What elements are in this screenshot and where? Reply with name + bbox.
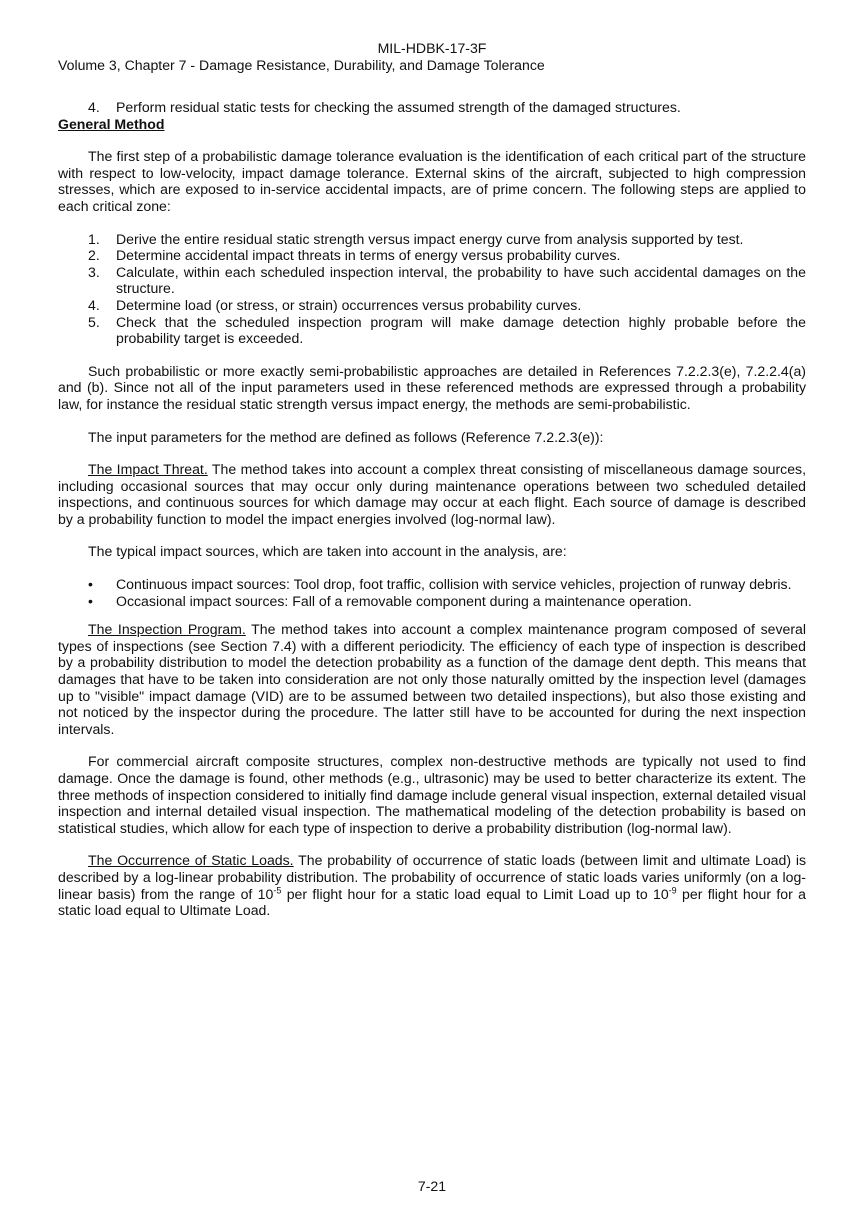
step-item	[58, 297, 806, 314]
bullet-item	[58, 593, 806, 610]
exponent-minus-nine: -9	[668, 884, 677, 895]
step-number: 1.	[88, 230, 100, 247]
page-number: 7-21	[417, 1178, 447, 1194]
static-loads-text-a: The probability of occurrence of static loads (between limit and ultimate Load) is described by a log-linear probability distribution. The probability of occurrence of static loads varies uniformly (on a log-linear basis) from the range of 10	[58, 852, 807, 902]
bullet-symbol: •	[88, 592, 93, 609]
static-loads-heading: The Occurrence of Static Loads.	[88, 852, 294, 869]
step-text: Calculate, within each scheduled inspection interval, the probability to have such accidental damages on the structure.	[116, 263, 806, 297]
paragraph-static-loads	[58, 852, 806, 918]
bullet-list	[58, 576, 806, 609]
bullet-text: Continuous impact sources: Tool drop, foot traffic, collision with service vehicles, projection of runway debris.	[116, 576, 792, 593]
paragraph-commercial-aircraft: For commercial aircraft composite structures, complex non-destructive methods are typically not used to find damage. Once the damage is found, other methods (e.g., ultrasonic) may be used to better characterize its extent. The three methods of inspection considered to initially find damage include general visual inspection, external detailed visual inspection and internal detailed visual inspection. The mathematical modeling of the detection probability is based on statistical studies, which allow for each type of inspection to derive a probability distribution (log-normal law).	[58, 753, 806, 836]
bullet-item	[58, 576, 806, 593]
paragraph-impact-sources: The typical impact sources, which are taken into account in the analysis, are:	[88, 543, 567, 560]
steps-list	[58, 231, 806, 347]
paragraph-impact-threat	[58, 461, 806, 527]
step-item	[58, 247, 806, 264]
list-text: Perform residual static tests for checking the assumed strength of the damaged structures.	[116, 99, 681, 115]
static-loads-text-c: per flight hour for a static load equal to Ultimate Load.	[58, 885, 806, 919]
paragraph-input-parameters: The input parameters for the method are defined as follows (Reference 7.2.2.3(e)):	[88, 428, 604, 445]
inspection-program-heading: The Inspection Program.	[88, 621, 246, 638]
step-item	[58, 264, 806, 297]
impact-threat-text: The method takes into account a complex threat consisting of miscellaneous damage sources, including occasional sources that may occur only during maintenance operations between two scheduled detailed inspections, and continuous sources for which damage may occur at each flight. Each source of damage is described by a probability function to model the impact energies involved (log-normal law).	[58, 461, 806, 527]
step-item	[58, 314, 806, 347]
paragraph-intro: The first step of a probabilistic damage tolerance evaluation is the identification of each critical part of the structure with respect to low-velocity, impact damage tolerance. External skins of the aircraft, subjected to high compression stresses, which are exposed to in-service accidental impacts, are of prime concern. The following steps are applied to each critical zone:	[58, 148, 806, 214]
step-item	[58, 231, 806, 248]
section-title: General Method	[58, 115, 165, 132]
intro-list-item	[58, 99, 806, 116]
exponent-minus-five: -5	[273, 884, 282, 895]
step-text: Derive the entire residual static strength versus impact energy curve from analysis supported by test.	[116, 230, 744, 247]
impact-threat-heading: The Impact Threat.	[88, 461, 208, 478]
step-text: Determine load (or stress, or strain) occurrences versus probability curves.	[116, 296, 582, 313]
step-number: 3.	[88, 263, 100, 280]
paragraph-inspection-program	[58, 621, 806, 737]
step-number: 4.	[88, 296, 100, 313]
chapter-header: Volume 3, Chapter 7 - Damage Resistance, Durability, and Damage Tolerance	[58, 57, 545, 73]
step-text: Check that the scheduled inspection program will make damage detection highly probable before the probability target is exceeded.	[116, 313, 806, 347]
list-number: 4.	[88, 99, 100, 115]
bullet-text: Occasional impact sources: Fall of a removable component during a maintenance operation.	[116, 592, 692, 609]
step-number: 2.	[88, 247, 100, 264]
step-number: 5.	[88, 313, 100, 330]
step-text: Determine accidental impact threats in terms of energy versus probability curves.	[116, 247, 621, 264]
static-loads-text-b: per flight hour for a static load equal to Limit Load up to 10	[281, 885, 669, 902]
document-id: MIL-HDBK-17-3F	[377, 40, 487, 56]
bullet-symbol: •	[88, 576, 93, 593]
page-body	[58, 99, 806, 919]
paragraph-semi-probabilistic: Such probabilistic or more exactly semi-probabilistic approaches are detailed in References 7.2.2.3(e), 7.2.2.4(a) and (b). Since not all of the input parameters used in these referenced methods are expressed through a probability law, for instance the residual static strength versus impact energy, the methods are semi-probabilistic.	[58, 362, 806, 412]
inspection-program-text: The method takes into account a complex maintenance program composed of several types of inspections (see Section 7.4) with a different periodicity. The efficiency of each type of inspection is described by a probability distribution to model the detection probability as a function of the damage dent depth. This means that damages that have to be taken into consideration are not only those naturally omitted by the inspection level (damages up to "visible" impact damage (VID) are to be assumed between two detailed inspections), but also those existing and not noticed by the inspector during the procedure. The latter still have to be accounted for during the next inspection intervals.	[58, 621, 806, 737]
